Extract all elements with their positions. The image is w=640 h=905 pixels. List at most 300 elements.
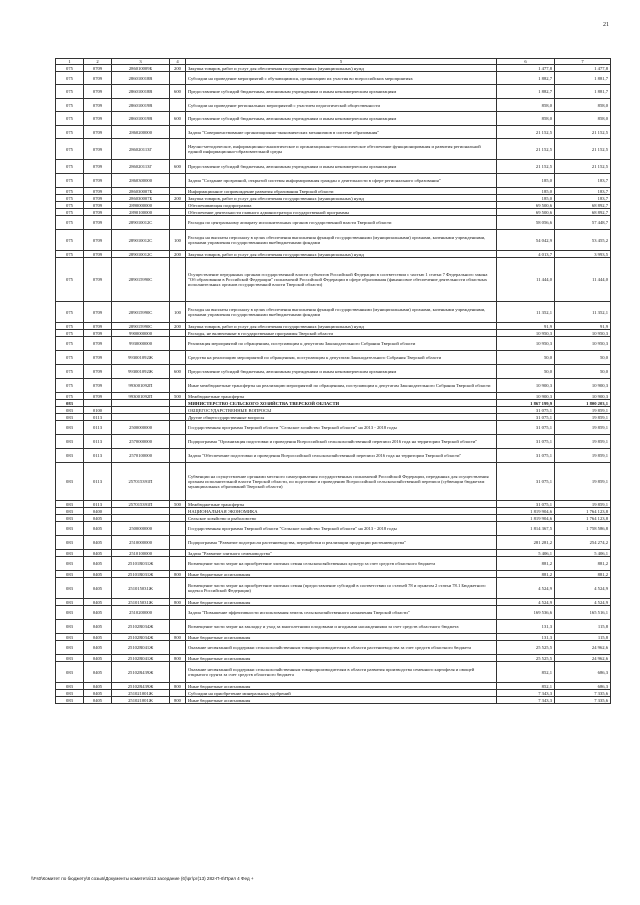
section-code-cell: 0709	[84, 351, 112, 365]
executed-amount-cell: 24 962,6	[555, 641, 611, 655]
executed-amount-cell: 881,2	[555, 557, 611, 571]
section-code-cell: 0709	[84, 126, 112, 139]
section-code-cell	[84, 400, 112, 407]
target-article-cell: 25102R439Ж	[112, 683, 170, 690]
expense-type-cell	[170, 216, 186, 230]
planned-amount-cell: 1 814 367,5	[497, 522, 555, 536]
ministry-code-cell: 075	[56, 188, 84, 195]
section-code-cell: 0709	[84, 330, 112, 337]
planned-amount-cell: 852,1	[497, 683, 555, 690]
executed-amount-cell: 3 993,5	[555, 251, 611, 258]
section-code-cell: 0113	[84, 421, 112, 435]
description-cell: Государственная программа Тверской области "Сельское хозяйство Тверской области" на 2013 - 2018 годы	[186, 421, 497, 435]
section-code-cell: 0113	[84, 501, 112, 508]
description-cell: Расходы по центральному аппарату исполнительных органов государственной власти Тверской области	[186, 216, 497, 230]
target-article-cell: 2510100000	[112, 550, 170, 557]
section-code-cell: 0405	[84, 599, 112, 606]
executed-amount-cell: 115,8	[555, 634, 611, 641]
ministry-code-cell: 075	[56, 195, 84, 202]
target-article-cell: 251015031Ж	[112, 578, 170, 599]
target-article-cell: 2860300000	[112, 174, 170, 188]
table-row	[56, 251, 611, 258]
target-article-cell: 289015990С	[112, 302, 170, 323]
section-code-cell: 0405	[84, 522, 112, 536]
executed-amount-cell: 50,0	[555, 351, 611, 365]
target-article-cell: 2570100000	[112, 449, 170, 463]
table-row	[56, 160, 611, 174]
ministry-code-cell: 075	[56, 72, 84, 85]
executed-amount-cell: 1 800 203,1	[555, 400, 611, 407]
planned-amount-cell: 10 900,3	[497, 379, 555, 393]
section-code-cell: 0709	[84, 195, 112, 202]
col-header-7: 7	[555, 59, 611, 65]
section-code-cell: 0405	[84, 620, 112, 634]
planned-amount-cell: 31 075,1	[497, 421, 555, 435]
col-header-2: 2	[84, 59, 112, 65]
expense-type-cell	[170, 536, 186, 550]
description-cell: Субсидии на проведение мероприятий с обучающимися, организацию их участия во всероссийских мероприятиях	[186, 72, 497, 85]
table-row	[56, 690, 611, 697]
expense-type-cell	[170, 620, 186, 634]
table-row	[56, 188, 611, 195]
ministry-code-cell: 083	[56, 641, 84, 655]
expense-type-cell	[170, 414, 186, 421]
expense-type-cell	[170, 72, 186, 85]
description-cell: Иные бюджетные ассигнования	[186, 683, 497, 690]
executed-amount-cell: 11 352,1	[555, 302, 611, 323]
description-cell: Расходы, не включенные в государственные программы Тверской области	[186, 330, 497, 337]
expense-type-cell	[170, 379, 186, 393]
planned-amount-cell: 4 524,9	[497, 599, 555, 606]
ministry-code-cell: 075	[56, 230, 84, 251]
expense-type-cell	[170, 515, 186, 522]
table-row	[56, 620, 611, 634]
section-code-cell: 0709	[84, 302, 112, 323]
planned-amount-cell: 7 343,3	[497, 697, 555, 704]
table-row	[56, 393, 611, 400]
table-row	[56, 463, 611, 501]
section-code-cell: 0100	[84, 407, 112, 414]
ministry-code-cell: 075	[56, 174, 84, 188]
description-cell: Субсидии на приобретение минеральных удобрений	[186, 690, 497, 697]
description-cell: Реализация мероприятий по обращениям, поступающим к депутатам Законодательного Собрания Тверской области	[186, 337, 497, 351]
executed-amount-cell: 165 516,1	[555, 606, 611, 620]
budget-table	[55, 58, 611, 704]
section-code-cell: 0709	[84, 139, 112, 160]
target-article-cell: 286010019В	[112, 112, 170, 126]
planned-amount-cell: 169 536,6	[497, 606, 555, 620]
table-row	[56, 85, 611, 99]
description-cell: Возмещение части затрат на приобретение элитных семян сельскохозяйственных культур за счет средств областного бюджета	[186, 557, 497, 571]
executed-amount-cell: 19 859,1	[555, 421, 611, 435]
expense-type-cell: 200	[170, 195, 186, 202]
description-cell: Подпрограмма "Развитие подотрасли растениеводства, переработки и реализации продукции растениеводства"	[186, 536, 497, 550]
description-cell: Межбюджетные трансферты	[186, 393, 497, 400]
expense-type-cell: 800	[170, 683, 186, 690]
target-article-cell: 286010018В	[112, 85, 170, 99]
executed-amount-cell: 19 859,1	[555, 414, 611, 421]
target-article-cell: 9900000000	[112, 330, 170, 337]
target-article-cell: 993001092П	[112, 393, 170, 400]
target-article-cell	[112, 515, 170, 522]
executed-amount-cell: 10 950,3	[555, 337, 611, 351]
ministry-code-cell: 083	[56, 550, 84, 557]
ministry-code-cell: 083	[56, 536, 84, 550]
planned-amount-cell: 11 352,1	[497, 302, 555, 323]
description-cell: Задача "Обеспечение подготовки и проведения Всероссийской сельскохозяйственной переписи 2016 года на территории Тверской области"	[186, 449, 497, 463]
description-cell: Сельское хозяйство и рыболовство	[186, 515, 497, 522]
expense-type-cell	[170, 578, 186, 599]
description-cell: Предоставление субсидий бюджетным, автономным учреждениям и иным некоммерческим организациям	[186, 160, 497, 174]
table-row	[56, 365, 611, 379]
description-cell: Обеспечивающая подпрограмма	[186, 202, 497, 209]
section-code-cell: 0709	[84, 112, 112, 126]
executed-amount-cell: 10 900,3	[555, 393, 611, 400]
ministry-code-cell: 075	[56, 160, 84, 174]
target-article-cell: 251021001Ж	[112, 697, 170, 704]
target-article-cell: 25102R041Ж	[112, 655, 170, 662]
target-article-cell: 286030007Б	[112, 195, 170, 202]
expense-type-cell	[170, 351, 186, 365]
table-row	[56, 330, 611, 337]
executed-amount-cell: 1 758 586,8	[555, 522, 611, 536]
table-row	[56, 230, 611, 251]
description-cell: Закупка товаров, работ и услуг для обеспечения государственных (муниципальных) нужд	[186, 323, 497, 330]
table-row	[56, 421, 611, 435]
table-row	[56, 449, 611, 463]
executed-amount-cell: 19 859,1	[555, 407, 611, 414]
executed-amount-cell: 1 881,7	[555, 72, 611, 85]
expense-type-cell: 600	[170, 160, 186, 174]
description-cell: Закупка товаров, работ и услуг для обеспечения государственных (муниципальных) нужд	[186, 251, 497, 258]
target-article-cell: 25102R041Ж	[112, 641, 170, 655]
expense-type-cell: 800	[170, 655, 186, 662]
description-cell: ОБЩЕГОСУДАРСТВЕННЫЕ ВОПРОСЫ	[186, 407, 497, 414]
ministry-code-cell: 083	[56, 599, 84, 606]
section-code-cell: 0709	[84, 209, 112, 216]
executed-amount-cell: 881,2	[555, 571, 611, 578]
page-number: 21	[603, 22, 609, 28]
table-row	[56, 641, 611, 655]
ministry-code-cell: 075	[56, 85, 84, 99]
ministry-code-cell: 075	[56, 302, 84, 323]
expense-type-cell	[170, 126, 186, 139]
executed-amount-cell: 10 900,3	[555, 379, 611, 393]
section-code-cell: 0400	[84, 508, 112, 515]
table-row	[56, 571, 611, 578]
section-code-cell: 0405	[84, 697, 112, 704]
executed-amount-cell: 1 764 123,8	[555, 515, 611, 522]
table-row	[56, 634, 611, 641]
table-row	[56, 655, 611, 662]
table-row	[56, 209, 611, 216]
planned-amount-cell: 69 500,6	[497, 209, 555, 216]
executed-amount-cell: 686,3	[555, 662, 611, 683]
ministry-code-cell: 083	[56, 449, 84, 463]
executed-amount-cell: 1 764 123,8	[555, 508, 611, 515]
executed-amount-cell: 19 859,1	[555, 501, 611, 508]
target-article-cell: 289015990С	[112, 258, 170, 302]
description-cell: Задача "Повышение эффективности использования земель сельскохозяйственного назначения Тверской области"	[186, 606, 497, 620]
description-cell: Закупка товаров, работ и услуг для обеспечения государственных (муниципальных) нужд	[186, 195, 497, 202]
planned-amount-cell: 858,0	[497, 99, 555, 112]
target-article-cell	[112, 414, 170, 421]
planned-amount-cell: 185,0	[497, 174, 555, 188]
expense-type-cell	[170, 258, 186, 302]
executed-amount-cell: 68 892,7	[555, 202, 611, 209]
planned-amount-cell: 1 819 904,6	[497, 515, 555, 522]
table-row	[56, 400, 611, 407]
target-article-cell: 2890000000	[112, 202, 170, 209]
expense-type-cell	[170, 435, 186, 449]
file-path-footer: \\Fs0\Комитет по бюджету\8 созыв\Документы комитета\13 заседание (6)\рг\рг(13) 282-П-6\Прил 4 Фед +	[31, 876, 254, 881]
ministry-code-cell: 075	[56, 126, 84, 139]
expense-type-cell	[170, 400, 186, 407]
expense-type-cell: 500	[170, 393, 186, 400]
section-code-cell: 0405	[84, 690, 112, 697]
planned-amount-cell: 281 281,2	[497, 536, 555, 550]
section-code-cell: 0709	[84, 202, 112, 209]
section-code-cell: 0405	[84, 662, 112, 683]
description-cell: Задача "Развитие элитного семеноводства"	[186, 550, 497, 557]
expense-type-cell	[170, 662, 186, 683]
description-cell: Возмещение части затрат на приобретение элитных семян (предоставление субсидий в соответствии со статьей 78 и пунктом 2 статьи 78.1 Бюджетного кодекса Российской Федерации)	[186, 578, 497, 599]
executed-amount-cell: 68 892,7	[555, 209, 611, 216]
planned-amount-cell: 91,9	[497, 323, 555, 330]
description-cell: Задача "Совершенствование организационно-экономических механизмов в системе образования"	[186, 126, 497, 139]
planned-amount-cell: 11 444,0	[497, 258, 555, 302]
ministry-code-cell: 075	[56, 216, 84, 230]
expense-type-cell	[170, 202, 186, 209]
table-row	[56, 126, 611, 139]
expense-type-cell	[170, 188, 186, 195]
executed-amount-cell: 183,7	[555, 195, 611, 202]
planned-amount-cell: 1 477,8	[497, 65, 555, 72]
expense-type-cell	[170, 421, 186, 435]
table-row	[56, 414, 611, 421]
table-row	[56, 407, 611, 414]
table-row	[56, 683, 611, 690]
planned-amount-cell: 881,2	[497, 571, 555, 578]
executed-amount-cell: 183,7	[555, 174, 611, 188]
ministry-code-cell: 083	[56, 557, 84, 571]
planned-amount-cell: 58 056,6	[497, 216, 555, 230]
table-row	[56, 522, 611, 536]
ministry-code-cell: 083	[56, 606, 84, 620]
executed-amount-cell: 10 950,3	[555, 330, 611, 337]
section-code-cell: 0405	[84, 634, 112, 641]
section-code-cell: 0113	[84, 435, 112, 449]
description-cell: Другие общегосударственные вопросы	[186, 414, 497, 421]
ministry-code-cell: 083	[56, 463, 84, 501]
planned-amount-cell: 1 867 199,9	[497, 400, 555, 407]
ministry-code-cell: 083	[56, 515, 84, 522]
planned-amount-cell: 5 406,1	[497, 550, 555, 557]
target-article-cell: 286020113Г	[112, 160, 170, 174]
expense-type-cell	[170, 557, 186, 571]
target-article-cell	[112, 400, 170, 407]
target-article-cell: 251015031Ж	[112, 599, 170, 606]
expense-type-cell: 200	[170, 323, 186, 330]
section-code-cell: 0709	[84, 174, 112, 188]
target-article-cell: 257015391П	[112, 463, 170, 501]
expense-type-cell: 200	[170, 251, 186, 258]
ministry-code-cell: 075	[56, 365, 84, 379]
expense-type-cell	[170, 407, 186, 414]
description-cell: Иные бюджетные ассигнования	[186, 571, 497, 578]
section-code-cell: 0405	[84, 571, 112, 578]
ministry-code-cell: 083	[56, 620, 84, 634]
table-row	[56, 508, 611, 515]
table-row	[56, 195, 611, 202]
description-cell: Субвенции на осуществление органами местного самоуправления государственных полномочий Российской Федерации, переданных для осуществления органам исполнительной власти Тверской области, по подготовке и проведению Всероссийской сельскохозяйственной переписи (субвенции бюджетам муниципальных образований Тверской области)	[186, 463, 497, 501]
expense-type-cell	[170, 463, 186, 501]
description-cell: Иные межбюджетные трансферты на реализацию мероприятий по обращениям, поступающим к депутатам Законодательного Собрания Тверской области	[186, 379, 497, 393]
description-cell: Оказание несвязанной поддержки сельскохозяйственным товаропроизводителям в области растениеводства за счет средств областного бюджета	[186, 641, 497, 655]
section-code-cell: 0709	[84, 393, 112, 400]
expense-type-cell: 800	[170, 697, 186, 704]
expense-type-cell: 600	[170, 112, 186, 126]
table-row	[56, 599, 611, 606]
target-article-cell: 25101R031Ж	[112, 571, 170, 578]
expense-type-cell: 100	[170, 302, 186, 323]
planned-amount-cell: 881,2	[497, 557, 555, 571]
description-cell: Осуществление переданных органам государственной власти субъектов Российской Федерации в соответствии с частью 1 статьи 7 Федерального закона "Об образовании в Российской Федерации" полномочий Российской Федерации в сфере образования (финансовое обеспечение деятельности областных исполнительных органов государственной власти Тверской области)	[186, 258, 497, 302]
expense-type-cell	[170, 690, 186, 697]
executed-amount-cell: 91,9	[555, 323, 611, 330]
executed-amount-cell: 1 881,7	[555, 85, 611, 99]
executed-amount-cell: 21 152,5	[555, 139, 611, 160]
section-code-cell: 0709	[84, 85, 112, 99]
section-code-cell: 0405	[84, 557, 112, 571]
ministry-code-cell: 083	[56, 501, 84, 508]
executed-amount-cell: 7 335,6	[555, 697, 611, 704]
section-code-cell: 0709	[84, 251, 112, 258]
planned-amount-cell: 185,0	[497, 188, 555, 195]
section-code-cell: 0709	[84, 365, 112, 379]
target-article-cell: 286020113Г	[112, 139, 170, 160]
target-article-cell	[112, 407, 170, 414]
target-article-cell: 25102R439Ж	[112, 662, 170, 683]
executed-amount-cell: 57 448,7	[555, 216, 611, 230]
table-row	[56, 302, 611, 323]
table-row	[56, 578, 611, 599]
planned-amount-cell: 54 042,9	[497, 230, 555, 251]
planned-amount-cell: 4 524,9	[497, 578, 555, 599]
executed-amount-cell: 21 152,5	[555, 126, 611, 139]
section-code-cell: 0709	[84, 65, 112, 72]
table-row	[56, 606, 611, 620]
description-cell: Предоставление субсидий бюджетным, автономным учреждениям и иным некоммерческим организациям	[186, 85, 497, 99]
planned-amount-cell: 31 075,1	[497, 449, 555, 463]
planned-amount-cell: 1 882,7	[497, 72, 555, 85]
description-cell: Межбюджетные трансферты	[186, 501, 497, 508]
description-cell: Иные бюджетные ассигнования	[186, 599, 497, 606]
planned-amount-cell: 25 525,5	[497, 641, 555, 655]
ministry-code-cell: 075	[56, 139, 84, 160]
ministry-code-cell: 075	[56, 337, 84, 351]
expense-type-cell	[170, 330, 186, 337]
expense-type-cell	[170, 209, 186, 216]
target-article-cell: 289010012С	[112, 230, 170, 251]
description-cell: Иные бюджетные ассигнования	[186, 634, 497, 641]
description-cell: Закупка товаров, работ и услуг для обеспечения государственных (муниципальных) нужд	[186, 65, 497, 72]
target-article-cell: 286010009Б	[112, 65, 170, 72]
table-row	[56, 501, 611, 508]
expense-type-cell	[170, 337, 186, 351]
description-cell: Предоставление субсидий бюджетным, автономным учреждениям и иным некоммерческим организациям	[186, 365, 497, 379]
planned-amount-cell: 31 075,1	[497, 463, 555, 501]
table-row	[56, 662, 611, 683]
target-article-cell: 286010018В	[112, 72, 170, 85]
description-cell: Расходы на выплаты персоналу в целях обеспечения выполнения функций государственными (муниципальными) органами, казенными учреждениями, органами управления государственными внебюджетными фондами	[186, 302, 497, 323]
description-cell: Предоставление субсидий бюджетным, автономным учреждениям и иным некоммерческим организациям	[186, 112, 497, 126]
planned-amount-cell: 21 152,5	[497, 160, 555, 174]
target-article-cell: 9930000000	[112, 337, 170, 351]
planned-amount-cell: 185,0	[497, 195, 555, 202]
executed-amount-cell: 19 859,1	[555, 463, 611, 501]
expense-type-cell: 800	[170, 571, 186, 578]
section-code-cell: 0113	[84, 463, 112, 501]
expense-type-cell	[170, 606, 186, 620]
expense-type-cell: 800	[170, 634, 186, 641]
expense-type-cell: 800	[170, 599, 186, 606]
table-row	[56, 351, 611, 365]
ministry-code-cell: 083	[56, 634, 84, 641]
expense-type-cell: 100	[170, 230, 186, 251]
table-row	[56, 99, 611, 112]
col-header-6: 6	[497, 59, 555, 65]
target-article-cell: 286010019В	[112, 99, 170, 112]
target-article-cell: 25101R031Ж	[112, 557, 170, 571]
ministry-code-cell: 083	[56, 508, 84, 515]
section-code-cell: 0709	[84, 72, 112, 85]
target-article-cell: 251021001Ж	[112, 690, 170, 697]
executed-amount-cell: 4 524,9	[555, 599, 611, 606]
table-row	[56, 258, 611, 302]
executed-amount-cell: 858,0	[555, 112, 611, 126]
planned-amount-cell: 858,0	[497, 112, 555, 126]
expense-type-cell	[170, 641, 186, 655]
table-row	[56, 174, 611, 188]
planned-amount-cell: 10 900,3	[497, 393, 555, 400]
executed-amount-cell: 1 477,8	[555, 65, 611, 72]
executed-amount-cell: 858,0	[555, 99, 611, 112]
table-row	[56, 323, 611, 330]
executed-amount-cell: 53 455,2	[555, 230, 611, 251]
table-row	[56, 379, 611, 393]
executed-amount-cell: 21 152,5	[555, 160, 611, 174]
ministry-code-cell: 083	[56, 414, 84, 421]
target-article-cell: 2570000000	[112, 435, 170, 449]
ministry-code-cell: 083	[56, 697, 84, 704]
section-code-cell: 0709	[84, 337, 112, 351]
planned-amount-cell: 10 950,3	[497, 337, 555, 351]
description-cell: Информационное сопровождение развития образования Тверской области	[186, 188, 497, 195]
planned-amount-cell: 21 152,5	[497, 126, 555, 139]
description-cell: Научно-методическое, информационно-аналитическое и организационно-технологическое обеспечение функционирования и развития региональной единой информационно-образовательной среды	[186, 139, 497, 160]
table-row	[56, 557, 611, 571]
table-row	[56, 139, 611, 160]
ministry-code-cell: 075	[56, 112, 84, 126]
executed-amount-cell: 183,7	[555, 188, 611, 195]
section-code-cell: 0709	[84, 323, 112, 330]
description-cell: Возмещение части затрат на закладку и уход за многолетними плодовыми и ягодными насаждениями за счет средств областного бюджета	[186, 620, 497, 634]
target-article-cell: 25102R034Ж	[112, 634, 170, 641]
col-header-5: 5	[186, 59, 497, 65]
table-row	[56, 550, 611, 557]
target-article-cell: 993001092П	[112, 379, 170, 393]
